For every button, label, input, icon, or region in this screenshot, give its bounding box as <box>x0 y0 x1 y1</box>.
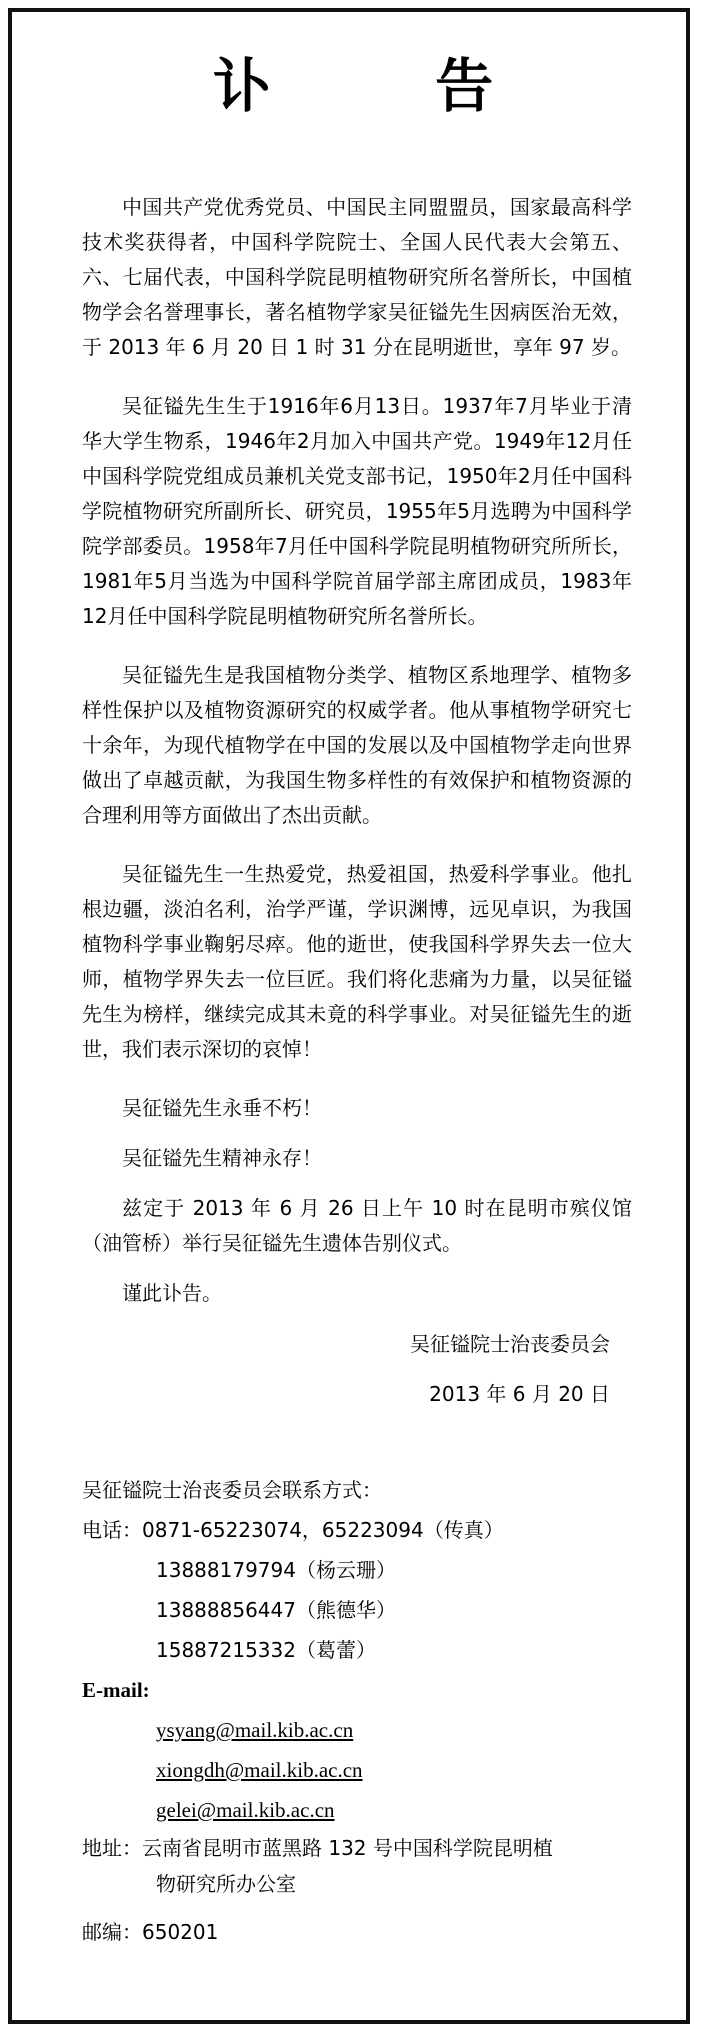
email-row <box>82 1710 632 1750</box>
phone-number: 0871-65223074，65223094（传真） <box>142 1518 504 1542</box>
email-link[interactable]: ysyang@mail.kib.ac.cn <box>156 1718 354 1742</box>
postcode-row <box>82 1912 632 1952</box>
address-line: 物研究所办公室 <box>156 1872 296 1896</box>
document-title: 讣 告 <box>212 52 566 120</box>
phone-label: 电话： <box>82 1518 142 1542</box>
paragraph: 吴征镒先生生于1916年6月13日。1937年7月毕业于清华大学生物系，1946年2月加入中国共产党。1949年12月任中国科学院党组成员兼机关党支部书记，1950年2月任中国科学院植物研究所副所长、研究员，1955年5月选聘为中国科学院学部委员。1958年7月任中国科学院昆明植物研究所所长，1981年5月当选为中国科学院首届学部主席团成员，1983年12月任中国科学院昆明植物研究所名誉所长。 <box>82 394 632 628</box>
address-line: 云南省昆明市蓝黑路 132 号中国科学院昆明植 <box>142 1836 553 1860</box>
closing: 谨此讣告。 <box>122 1281 222 1305</box>
paragraph: 中国共产党优秀党员、中国民主同盟盟员，国家最高科学技术奖获得者，中国科学院院士、全国人民代表大会第五、六、七届代表，中国科学院昆明植物研究所名誉所长，中国植物学会名誉理事长，著名植物学家吴征镒先生因病医治无效，于 2013 年 6 月 20 日 1 时 31 分在昆明逝世，享年 97 岁。 <box>82 195 632 359</box>
obituary-body <box>82 190 632 1952</box>
phone-number: 13888179794（杨云珊） <box>156 1558 396 1582</box>
email-label: E-mail: <box>82 1678 150 1702</box>
postcode-value: 650201 <box>142 1920 219 1944</box>
ceremony-notice: 兹定于 2013 年 6 月 26 日上午 10 时在昆明市殡仪馆（油管桥）举行吴征镒先生遗体告别仪式。 <box>82 1196 632 1255</box>
phone-number: 15887215332（葛蕾） <box>156 1638 376 1662</box>
signature-date: 2013 年 6 月 20 日 <box>429 1382 610 1406</box>
email-row <box>82 1750 632 1790</box>
contact-heading: 吴征镒院士治丧委员会联系方式： <box>82 1478 382 1502</box>
email-link[interactable]: gelei@mail.kib.ac.cn <box>156 1798 335 1822</box>
phone-row <box>82 1510 632 1550</box>
phone-number: 13888856447（熊德华） <box>156 1598 396 1622</box>
slogan: 吴征镒先生永垂不朽！ <box>122 1096 322 1120</box>
email-row <box>82 1790 632 1830</box>
postcode-label: 邮编： <box>82 1920 142 1944</box>
email-link[interactable]: xiongdh@mail.kib.ac.cn <box>156 1758 363 1782</box>
paragraph: 吴征镒先生一生热爱党，热爱祖国，热爱科学事业。他扎根边疆，淡泊名利，治学严谨，学识渊博，远见卓识，为我国植物科学事业鞠躬尽瘁。他的逝世，使我国科学界失去一位大师，植物学界失去一位巨匠。我们将化悲痛为力量，以吴征镒先生为榜样，继续完成其未竟的科学事业。对吴征镒先生的逝世，我们表示深切的哀悼！ <box>82 862 632 1061</box>
slogan: 吴征镒先生精神永存！ <box>122 1146 322 1170</box>
paragraph: 吴征镒先生是我国植物分类学、植物区系地理学、植物多样性保护以及植物资源研究的权威学者。他从事植物学研究七十余年，为现代植物学在中国的发展以及中国植物学走向世界做出了卓越贡献，为我国生物多样性的有效保护和植物资源的合理利用等方面做出了杰出贡献。 <box>82 663 632 827</box>
address-row <box>82 1830 632 1866</box>
address-label: 地址： <box>82 1836 142 1860</box>
signature-committee: 吴征镒院士治丧委员会 <box>410 1332 610 1356</box>
